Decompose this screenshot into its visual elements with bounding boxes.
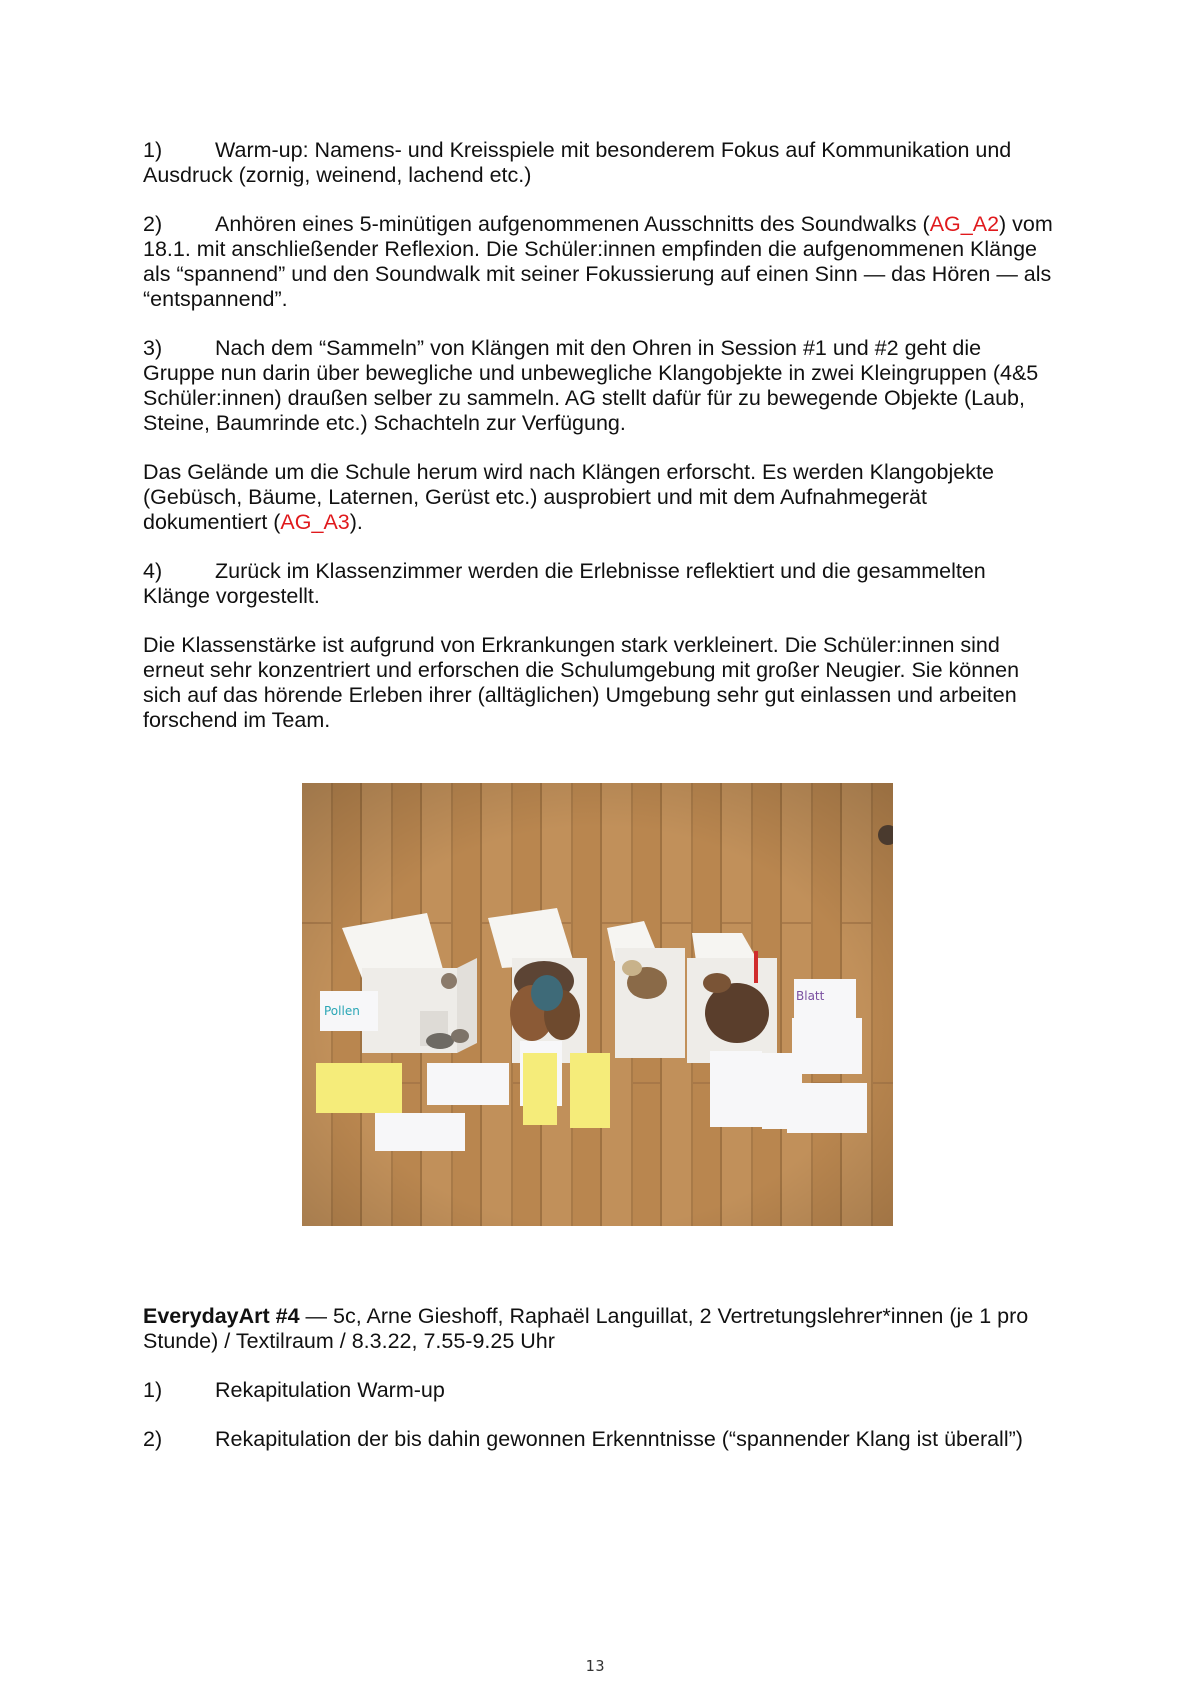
item-1-rekap-warmup bbox=[143, 1378, 1053, 1403]
item-number: 3) bbox=[143, 336, 163, 360]
paragraph-text-pre: Das Gelände um die Schule herum wird nach Klängen erforscht. Es werden Klangobjekte (Gebüsch, Bäume, Laternen, Gerüst etc.) ausprobiert und mit dem Aufnahmegerät dokumentiert ( bbox=[143, 460, 994, 534]
item-3-sammeln bbox=[143, 336, 1053, 436]
card-label-blatt: Blatt bbox=[796, 989, 825, 1003]
card-label-pollen: Pollen bbox=[324, 1004, 360, 1018]
photo-sound-object-boxes bbox=[302, 783, 893, 1226]
paragraph-text-post: ). bbox=[349, 510, 363, 534]
session-details: — 5c, Arne Gieshoff, Raphaël Languillat, 2 Vertretungslehrer*innen (je 1 pro Stunde) / Textilraum / 8.3.22, 7.55-9.25 Uhr bbox=[143, 1304, 1029, 1353]
session-title: EverydayArt #4 bbox=[143, 1304, 300, 1328]
item-number: 1) bbox=[143, 138, 163, 162]
item-4-reflexion bbox=[143, 559, 1053, 609]
item-number: 2) bbox=[143, 1427, 163, 1451]
item-number: 1) bbox=[143, 1378, 163, 1402]
session-heading bbox=[143, 1304, 1053, 1354]
item-number: 2) bbox=[143, 212, 163, 236]
item-text: Zurück im Klassenzimmer werden die Erlebnisse reflektiert und die gesammelten Klänge vorgestellt. bbox=[143, 559, 986, 608]
item-2-rekap-erkenntnisse bbox=[143, 1427, 1053, 1452]
item-1-warmup bbox=[143, 138, 1053, 188]
page-number: 13 bbox=[585, 1657, 606, 1675]
item-2-soundwalk bbox=[143, 212, 1053, 312]
item-number: 4) bbox=[143, 559, 163, 583]
section-a bbox=[143, 138, 1053, 757]
reference-ag-a2: AG_A2 bbox=[929, 212, 1000, 236]
paragraph-gelaende bbox=[143, 460, 1053, 535]
item-text: Nach dem “Sammeln” von Klängen mit den Ohren in Session #1 und #2 geht die Gruppe nun darin über bewegliche und unbewegliche Klangobjekte in zwei Kleingruppen (4&5 Schüler:innen) draußen selber zu sammeln. AG stellt dafür für zu bewegende Objekte (Laub, Steine, Baumrinde etc.) Schachteln zur Verfügung. bbox=[143, 336, 1039, 435]
reference-ag-a3: AG_A3 bbox=[280, 510, 350, 534]
item-text: Rekapitulation Warm-up bbox=[215, 1378, 445, 1402]
paragraph-klassenstaerke: Die Klassenstärke ist aufgrund von Erkrankungen stark verkleinert. Die Schüler:innen sind erneut sehr konzentriert und erforschen die Schulumgebung mit großer Neugier. Sie können sich auf das hörende Erleben ihrer (alltäglichen) Umgebung sehr gut einlassen und arbeiten forschend im Team. bbox=[143, 633, 1020, 732]
item-text: Rekapitulation der bis dahin gewonnen Erkenntnisse (“spannender Klang ist überall”) bbox=[215, 1427, 1023, 1451]
item-text-pre: Anhören eines 5-minütigen aufgenommenen Ausschnitts des Soundwalks ( bbox=[215, 212, 930, 236]
item-text-post: ) vom 18.1. mit anschließender Reflexion. Die Schüler:innen empfinden die aufgenommenen Klänge als “spannend” und den Soundwalk mit seiner Fokussierung auf einen Sinn — das Hören — als “entspannend”. bbox=[143, 212, 1053, 311]
section-b bbox=[143, 1304, 1053, 1476]
item-text: Warm-up: Namens- und Kreisspiele mit besonderem Fokus auf Kommunikation und Ausdruck (zornig, weinend, lachend etc.) bbox=[143, 138, 1012, 187]
